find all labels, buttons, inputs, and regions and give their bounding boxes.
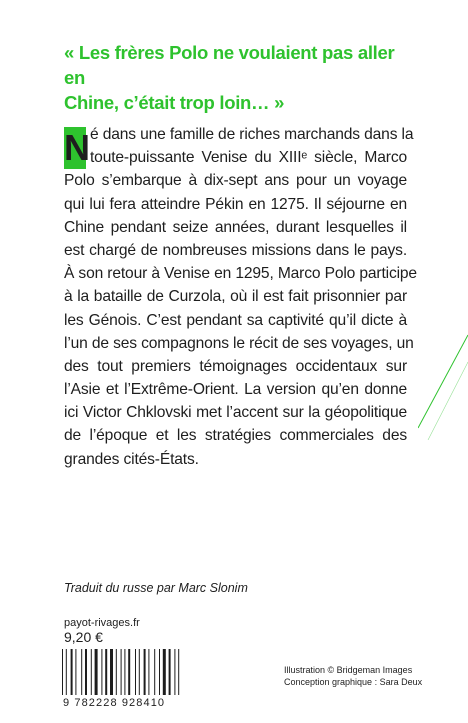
blurb-line: à la bataille de Curzola, où il est fait prisonnier par <box>64 288 407 306</box>
barcode-bar <box>163 649 166 695</box>
blurb-line: de l’époque et les stratégies commerciales des <box>64 427 407 445</box>
blurb-line: est chargé de nombreuses missions dans le pays. <box>64 241 407 259</box>
barcode-bar <box>85 649 87 695</box>
barcode-bar <box>121 649 122 695</box>
barcode-bar <box>105 649 107 695</box>
barcode-bar <box>62 649 63 695</box>
barcode <box>62 649 180 697</box>
blurb-line: des tout premiers témoignages occidentaux sur <box>64 357 407 375</box>
blurb-line: Polo s’embarque à dix-sept ans pour un voyage <box>64 172 407 190</box>
decorative-line <box>428 362 468 440</box>
blurb-line: À son retour à Venise en 1295, Marco Polo participe <box>64 265 417 283</box>
barcode-bar <box>110 649 113 695</box>
barcode-bar <box>139 649 140 695</box>
barcode-bar <box>75 649 76 695</box>
barcode-bar <box>124 649 125 695</box>
barcode-bar <box>71 649 73 695</box>
publisher-website: payot-rivages.fr <box>64 617 140 629</box>
barcode-bar <box>91 649 92 695</box>
pull-quote-line-1: « Les frères Polo ne voulaient pas aller en <box>64 42 395 88</box>
barcode-bar <box>174 649 175 695</box>
barcode-bar <box>101 649 102 695</box>
decorative-line <box>418 335 468 428</box>
barcode-bar <box>144 649 146 695</box>
price: 9,20 € <box>64 629 103 645</box>
blurb-line: toute-puissante Venise du XIIIᵉ siècle, Marco <box>90 149 407 167</box>
blurb-line: les Génois. C’est pendant sa captivité qu’il dicte à <box>64 311 407 329</box>
barcode-number: 9 782228 928410 <box>63 697 166 709</box>
blurb-line: grandes cités-États. <box>64 450 199 468</box>
pull-quote <box>64 40 414 115</box>
illustration-credit: Illustration © Bridgeman Images <box>284 665 413 675</box>
blurb-line: é dans une famille de riches marchands dans la <box>90 126 414 143</box>
barcode-bar <box>178 649 179 695</box>
blurb-line: l’Asie et l’Extrême-Orient. La version qu’en donne <box>64 381 407 399</box>
decorative-lines <box>418 300 468 440</box>
barcode-bar <box>95 649 98 695</box>
barcode-bar <box>128 649 130 695</box>
barcode-bar <box>81 649 82 695</box>
translator-credit: Traduit du russe par Marc Slonim <box>64 581 248 595</box>
barcode-bar <box>154 649 155 695</box>
barcode-bar <box>135 649 136 695</box>
barcode-bar <box>116 649 117 695</box>
drop-cap: N <box>64 127 90 168</box>
barcode-bar <box>159 649 160 695</box>
credits <box>284 664 422 688</box>
design-credit: Conception graphique : Sara Deux <box>284 677 423 687</box>
blurb-line: qui lui fera atteindre Pékin en 1275. Il séjourne en <box>64 195 407 213</box>
pull-quote-line-2: Chine, c’était trop loin… » <box>64 92 285 113</box>
blurb <box>64 123 417 471</box>
barcode-bar <box>148 649 149 695</box>
blurb-line: l’un de ses compagnons le récit de ses voyages, un <box>64 334 414 352</box>
barcode-bar <box>66 649 67 695</box>
blurb-line: ici Victor Chklovski met l’accent sur la géopolitique <box>64 404 407 422</box>
blurb-line: Chine pendant seize années, durant lesquelles il <box>64 218 407 236</box>
barcode-bar <box>169 649 171 695</box>
